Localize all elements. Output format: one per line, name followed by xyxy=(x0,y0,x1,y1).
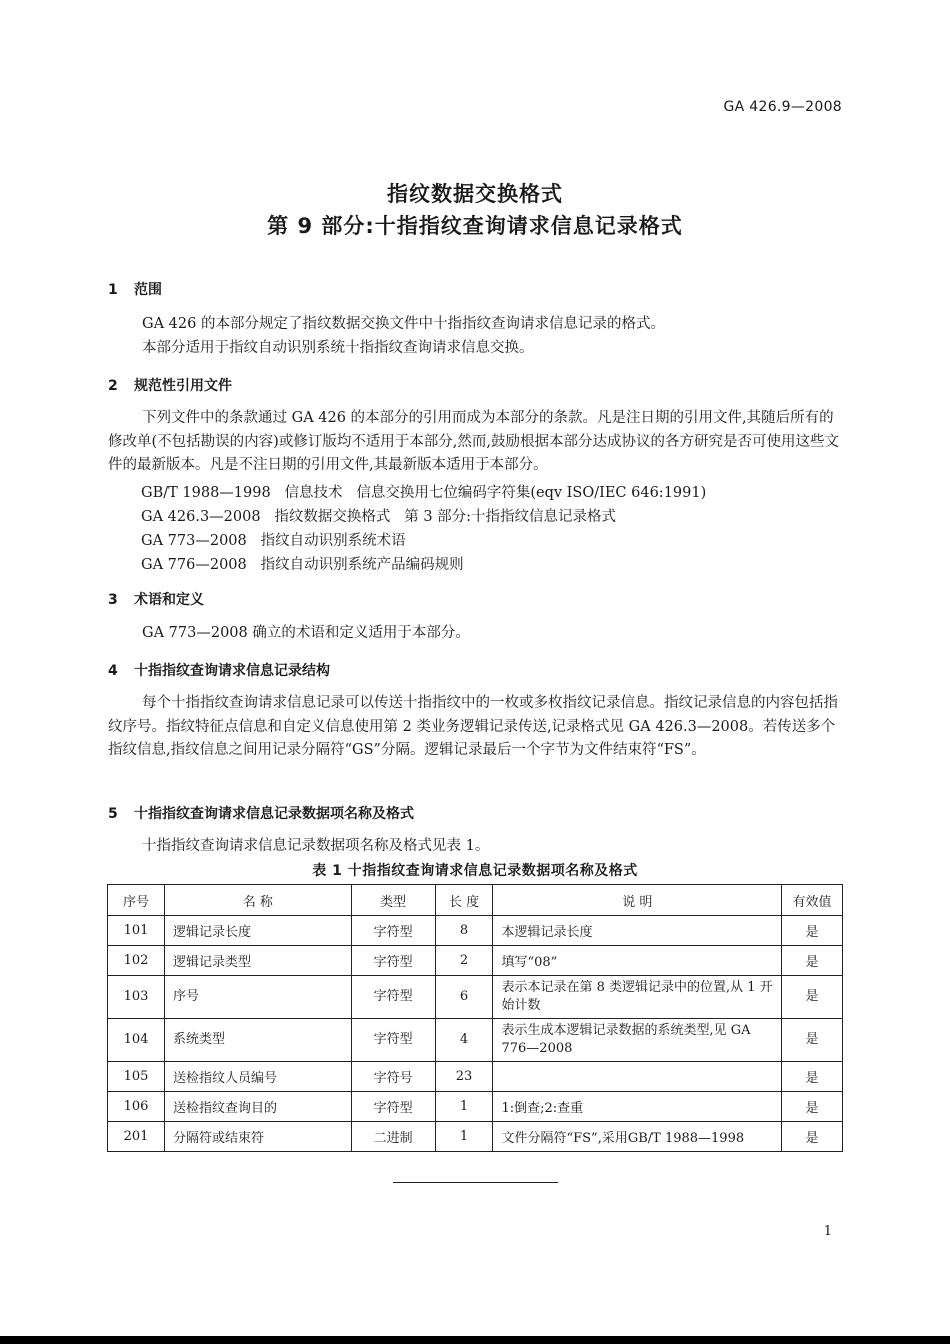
paragraph: 十指指纹查询请求信息记录数据项名称及格式见表 1。 xyxy=(142,838,490,854)
cell-description: 1:倒查;2:查重 xyxy=(493,1092,782,1122)
cell-valid: 是 xyxy=(782,1122,843,1152)
reference-item: GA 776—2008 指纹自动识别系统产品编码规则 xyxy=(141,557,464,573)
cell-valid: 是 xyxy=(782,1092,843,1122)
cell-id: 102 xyxy=(108,946,165,976)
cell-length: 6 xyxy=(435,976,493,1019)
cell-length: 23 xyxy=(435,1062,493,1092)
column-header: 长 度 xyxy=(435,885,493,916)
paragraph: GA 426 的本部分规定了指纹数据交换文件中十指指纹查询请求信息记录的格式。 xyxy=(142,316,665,332)
cell-valid: 是 xyxy=(782,976,843,1019)
table-row xyxy=(108,916,843,946)
cell-id: 101 xyxy=(108,916,165,946)
cell-id: 106 xyxy=(108,1092,165,1122)
cell-description: 表示生成本逻辑记录数据的系统类型,见 GA 776—2008 xyxy=(493,1019,782,1062)
table-row xyxy=(108,976,843,1019)
end-rule xyxy=(393,1182,558,1183)
cell-name: 分隔符或结束符 xyxy=(164,1122,351,1152)
cell-valid: 是 xyxy=(782,1019,843,1062)
section-heading: 1 范围 xyxy=(108,282,162,298)
cell-length: 1 xyxy=(435,1092,493,1122)
section-heading: 5 十指指纹查询请求信息记录数据项名称及格式 xyxy=(108,806,414,822)
cell-type: 字符号 xyxy=(351,1062,435,1092)
column-header: 有效值 xyxy=(782,885,843,916)
data-items-table xyxy=(107,884,843,1152)
reference-item: GA 773—2008 指纹自动识别系统术语 xyxy=(141,533,406,549)
table-row xyxy=(108,1122,843,1152)
column-header: 类型 xyxy=(351,885,435,916)
cell-description: 本逻辑记录长度 xyxy=(493,916,782,946)
column-header: 名 称 xyxy=(164,885,351,916)
bottom-border xyxy=(0,1336,950,1344)
cell-name: 系统类型 xyxy=(164,1019,351,1062)
table-row xyxy=(108,1092,843,1122)
cell-name: 送检指纹查询目的 xyxy=(164,1092,351,1122)
cell-type: 字符型 xyxy=(351,976,435,1019)
table-header-row xyxy=(108,885,843,916)
paragraph: GA 773—2008 确立的术语和定义适用于本部分。 xyxy=(142,625,470,641)
cell-type: 字符型 xyxy=(351,946,435,976)
reference-item: GA 426.3—2008 指纹数据交换格式 第 3 部分:十指指纹信息记录格式 xyxy=(141,509,617,525)
section-heading: 3 术语和定义 xyxy=(108,592,204,608)
cell-type: 字符型 xyxy=(351,1019,435,1062)
cell-type: 字符型 xyxy=(351,1092,435,1122)
cell-description: 填写“08” xyxy=(493,946,782,976)
cell-description: 文件分隔符“FS”,采用GB/T 1988—1998 xyxy=(493,1122,782,1152)
cell-type: 二进制 xyxy=(351,1122,435,1152)
paragraph: 下列文件中的条款通过 GA 426 的本部分的引用而成为本部分的条款。凡是注日期的引用文件,其随后所有的修改单(不包括勘误的内容)或修订版均不适用于本部分,然而,鼓励根据本部分达成协议的各方研究是否可使用这些文件的最新版本。凡是不注日期的引用文件,其最新版本适用于本部分。 xyxy=(108,410,840,473)
cell-length: 2 xyxy=(435,946,493,976)
cell-name: 逻辑记录长度 xyxy=(164,916,351,946)
table-row xyxy=(108,1062,843,1092)
standard-number: GA 426.9—2008 xyxy=(723,99,842,115)
cell-valid: 是 xyxy=(782,916,843,946)
cell-name: 送检指纹人员编号 xyxy=(164,1062,351,1092)
cell-length: 4 xyxy=(435,1019,493,1062)
cell-name: 序号 xyxy=(164,976,351,1019)
section-heading: 2 规范性引用文件 xyxy=(108,378,232,394)
cell-name: 逻辑记录类型 xyxy=(164,946,351,976)
cell-type: 字符型 xyxy=(351,916,435,946)
paragraph: 每个十指指纹查询请求信息记录可以传送十指指纹中的一枚或多枚指纹记录信息。指纹记录信息的内容包括指纹序号。指纹特征点信息和自定义信息使用第 2 类业务逻辑记录传送,记录格式见 GA 426.3—2008。若传送多个指纹信息,指纹信息之间用记录分隔符“GS”分隔。逻辑记录最后一个字节为文件结束符“FS”。 xyxy=(108,695,838,758)
column-header: 说 明 xyxy=(493,885,782,916)
reference-item: GB/T 1988—1998 信息技术 信息交换用七位编码字符集(eqv ISO/IEC 646:1991) xyxy=(141,485,707,501)
table-row xyxy=(108,1019,843,1062)
column-header: 序号 xyxy=(108,885,165,916)
document-title: 指纹数据交换格式 xyxy=(387,182,563,206)
cell-description xyxy=(493,1062,782,1092)
section-heading: 4 十指指纹查询请求信息记录结构 xyxy=(108,663,330,679)
table-row xyxy=(108,946,843,976)
cell-description: 表示本记录在第 8 类逻辑记录中的位置,从 1 开始计数 xyxy=(493,976,782,1019)
cell-valid: 是 xyxy=(782,946,843,976)
cell-length: 8 xyxy=(435,916,493,946)
paragraph: 本部分适用于指纹自动识别系统十指指纹查询请求信息交换。 xyxy=(142,340,534,356)
cell-length: 1 xyxy=(435,1122,493,1152)
cell-id: 201 xyxy=(108,1122,165,1152)
document-subtitle: 第 9 部分:十指指纹查询请求信息记录格式 xyxy=(267,214,683,238)
page-number: 1 xyxy=(823,1224,832,1239)
cell-id: 104 xyxy=(108,1019,165,1062)
cell-id: 105 xyxy=(108,1062,165,1092)
cell-id: 103 xyxy=(108,976,165,1019)
table-caption: 表 1 十指指纹查询请求信息记录数据项名称及格式 xyxy=(312,863,638,879)
cell-valid: 是 xyxy=(782,1062,843,1092)
